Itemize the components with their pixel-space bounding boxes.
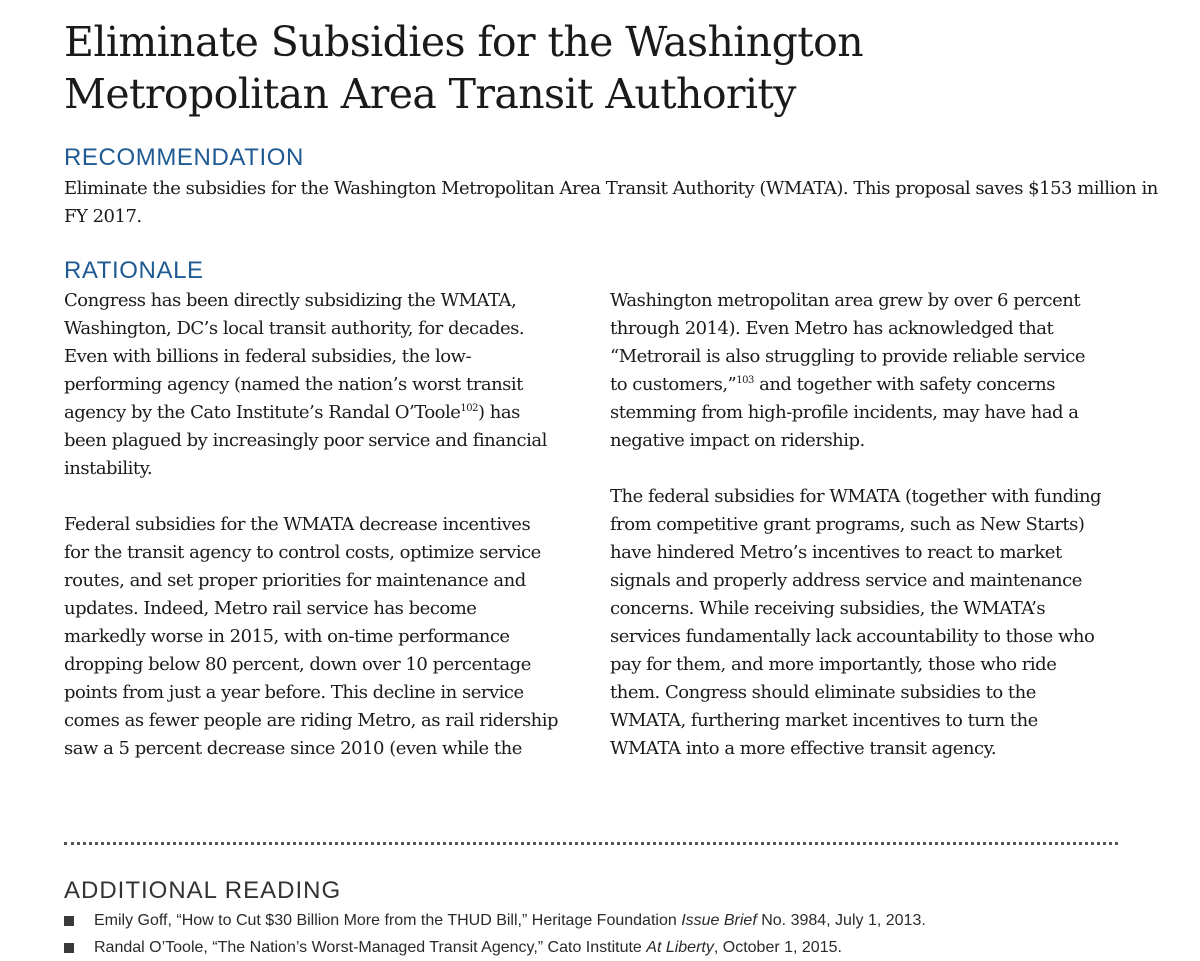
reading-citation-text: Randal O’Toole, “The Nation’s Worst-Managed Transit Agency,” Cato Institute — [94, 939, 647, 956]
rationale-paragraph-3-text: Washington metropolitan area grew by over 6 percent through 2014). Even Metro has acknowledged that “Metrorail is also struggling to provide reliable service to customers,” — [610, 290, 1085, 395]
footnote-102[interactable]: 102 — [460, 403, 478, 414]
rationale-paragraph-3-text-end: and together with safety concerns stemming from high-profile incidents, may have had a negative impact on ridership. — [610, 374, 1079, 451]
rationale-paragraph-1 — [64, 287, 559, 483]
rationale-heading: RATIONALE — [64, 257, 204, 284]
additional-reading-heading: ADDITIONAL READING — [64, 877, 342, 904]
rationale-left-column — [64, 287, 559, 791]
additional-reading-list — [64, 907, 926, 961]
reading-item-1 — [64, 907, 926, 934]
reading-citation-end: No. 3984, July 1, 2013. — [756, 912, 926, 929]
recommendation-text: Eliminate the subsidies for the Washington Metropolitan Area Transit Authority (WMATA). This proposal saves $153 million in FY 2017. — [64, 178, 1158, 227]
reading-item-text — [94, 934, 842, 961]
reading-citation-end: , October 1, 2015. — [713, 939, 842, 956]
rationale-paragraph-2: Federal subsidies for the WMATA decrease incentives for the transit agency to control costs, optimize service routes, and set proper priorities for maintenance and updates. Indeed, Metro rail service has become markedly worse in 2015, with on-time performance dropping below 80 percent, down over 10 percentage points from just a year before. This decline in service comes as fewer people are riding Metro, as rail ridership saw a 5 percent decrease since 2010 (even while the — [64, 514, 559, 759]
page-title: Eliminate Subsidies for the Washington Metropolitan Area Transit Authority — [64, 18, 864, 118]
reading-publication-title: At Liberty — [646, 939, 714, 956]
reading-item-text — [94, 907, 926, 934]
reading-item-2 — [64, 934, 926, 961]
footnote-103[interactable]: 103 — [736, 375, 754, 386]
square-bullet-icon — [64, 916, 74, 926]
reading-publication-title: Issue Brief — [681, 912, 757, 929]
rationale-paragraph-1-text-end: ) has been plagued by increasingly poor service and financial instability. — [64, 402, 547, 479]
reading-citation-text: Emily Goff, “How to Cut $30 Billion More from the THUD Bill,” Heritage Foundation — [94, 912, 682, 929]
rationale-paragraph-4: The federal subsidies for WMATA (together with funding from competitive grant programs, such as New Starts) have hindered Metro’s incentives to react to market signals and properly address service and maintenance concerns. While receiving subsidies, the WMATA’s services fundamentally lack accountability to those who pay for them, and more importantly, those who ride them. Congress should eliminate subsidies to the WMATA, furthering market incentives to turn the WMATA into a more effective transit agency. — [610, 486, 1102, 759]
recommendation-heading: RECOMMENDATION — [64, 144, 304, 171]
rationale-paragraph-1-text: Congress has been directly subsidizing the WMATA, Washington, DC’s local transit authority, for decades. Even with billions in federal subsidies, the low-performing agency (named the nation’s worst transit agency by the Cato Institute’s Randal O’Toole — [64, 290, 525, 423]
rationale-paragraph-3 — [610, 287, 1105, 455]
rationale-right-column — [610, 287, 1105, 791]
section-divider — [64, 842, 1118, 845]
square-bullet-icon — [64, 943, 74, 953]
